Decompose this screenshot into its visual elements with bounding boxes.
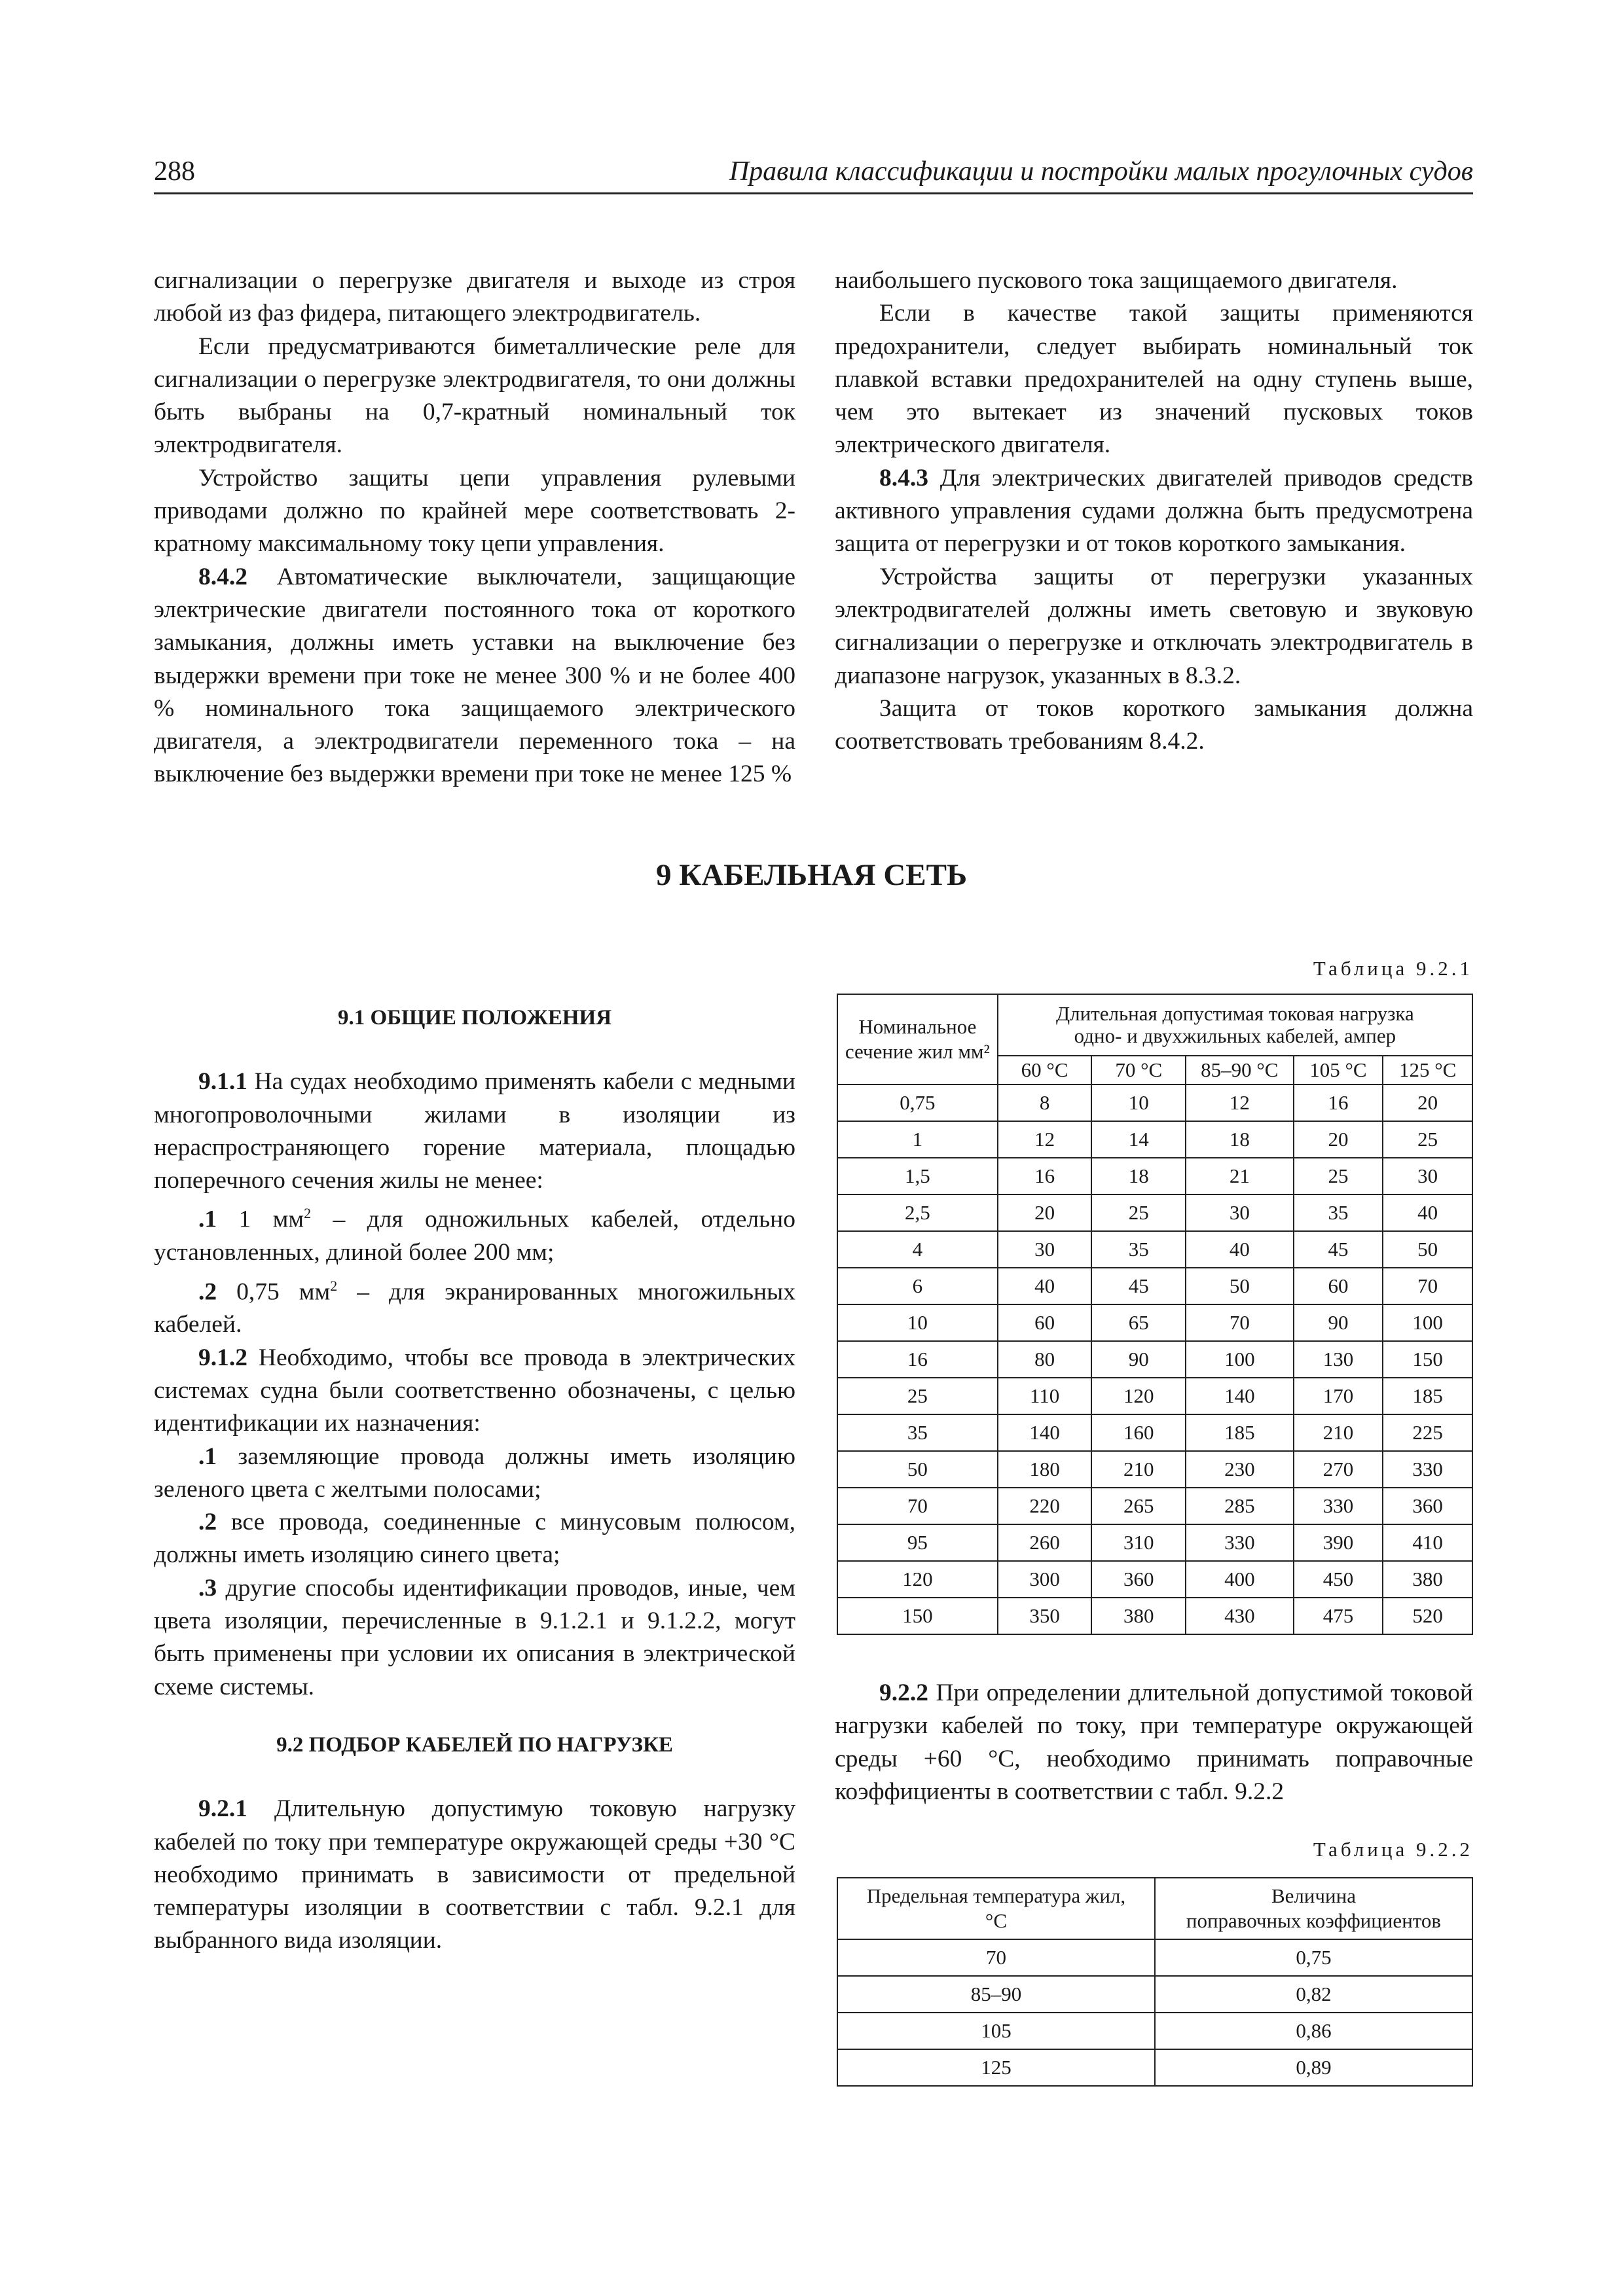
table-cell: 380 bbox=[1383, 1561, 1472, 1598]
table-cell: 265 bbox=[1091, 1488, 1186, 1524]
table-cell: 8 bbox=[998, 1085, 1092, 1121]
table-caption-9-2-1: Таблица 9.2.1 bbox=[1313, 957, 1473, 980]
table-row bbox=[837, 1304, 1472, 1341]
table-cell: 270 bbox=[1294, 1451, 1383, 1488]
section-title-9-1: 9.1 ОБЩИЕ ПОЛОЖЕНИЯ bbox=[337, 1006, 612, 1030]
table-cell: 65 bbox=[1091, 1304, 1186, 1341]
list-item: .2 все провода, соединенные с минусовым полюсом, должны иметь изоляцию синего цвета; bbox=[154, 1509, 795, 1569]
table-cell: 125 bbox=[837, 2049, 1155, 2086]
table-cell: 0,82 bbox=[1155, 1976, 1472, 2013]
table-cell: 100 bbox=[1186, 1341, 1294, 1378]
table-cell: 330 bbox=[1383, 1451, 1472, 1488]
table-cell: 130 bbox=[1294, 1341, 1383, 1378]
table-cell: 30 bbox=[1383, 1158, 1472, 1194]
table-cell: 170 bbox=[1294, 1378, 1383, 1414]
table-cell: 220 bbox=[998, 1488, 1092, 1524]
table-9-2-2 bbox=[837, 1877, 1473, 2087]
table-cell: 210 bbox=[1294, 1414, 1383, 1451]
paragraph: Если в качестве такой защиты применяются предохранители, следует выбирать номинальный ток плавкой вставки предохранителей на одну ступень выше, чем это вытекает из значений пусковых токов электрического двигателя. bbox=[835, 300, 1473, 459]
table-cell: 285 bbox=[1186, 1488, 1294, 1524]
table-cell: 520 bbox=[1383, 1598, 1472, 1634]
column-header-temp: 105 °С bbox=[1294, 1056, 1383, 1085]
table-cell: 0,75 bbox=[1155, 1939, 1472, 1976]
left-column-bottom bbox=[154, 1001, 795, 1958]
table-cell: 35 bbox=[1294, 1194, 1383, 1231]
paragraph-8-4-2: 8.4.2 Автоматические выключатели, защищающие электрические двигатели постоянного тока от короткого замыкания, должны иметь уставки на выключение без выдержки времени при токе не менее 300 % и не более 400 % номинального тока защищаемого электрического двигателя, а электродвигатели переменного тока – на выключение без выдержки времени при токе не менее 125 % bbox=[154, 563, 795, 788]
table-cell: 60 bbox=[1294, 1268, 1383, 1304]
table-cell: 410 bbox=[1383, 1524, 1472, 1561]
table-cell: 450 bbox=[1294, 1561, 1383, 1598]
paragraph: Устройство защиты цепи управления рулевыми приводами должно по крайней мере соответствовать 2-кратному максимальному току цепи управления. bbox=[154, 464, 795, 558]
table-cell: 25 bbox=[837, 1378, 998, 1414]
table-cell: 150 bbox=[837, 1598, 998, 1634]
table-cell: 185 bbox=[1186, 1414, 1294, 1451]
table-cell: 25 bbox=[1091, 1194, 1186, 1231]
table-cell: 0,89 bbox=[1155, 2049, 1472, 2086]
table-cell: 18 bbox=[1091, 1158, 1186, 1194]
table-cell: 25 bbox=[1383, 1121, 1472, 1158]
table-cell: 14 bbox=[1091, 1121, 1186, 1158]
table-cell: 35 bbox=[1091, 1231, 1186, 1268]
column-header-temp: 70 °С bbox=[1091, 1056, 1186, 1085]
table-cell: 400 bbox=[1186, 1561, 1294, 1598]
table-cell: 12 bbox=[998, 1121, 1092, 1158]
table-cell: 310 bbox=[1091, 1524, 1186, 1561]
table-cell: 50 bbox=[837, 1451, 998, 1488]
table-cell: 380 bbox=[1091, 1598, 1186, 1634]
table-row bbox=[837, 1524, 1472, 1561]
table-row bbox=[837, 1939, 1472, 1976]
table-cell: 0,75 bbox=[837, 1085, 998, 1121]
table-cell: 120 bbox=[1091, 1378, 1186, 1414]
table-cell: 70 bbox=[837, 1488, 998, 1524]
table-cell: 40 bbox=[1186, 1231, 1294, 1268]
table-cell: 230 bbox=[1186, 1451, 1294, 1488]
column-header-section: Номинальное сечение жил мм² bbox=[837, 994, 998, 1085]
table-cell: 85–90 bbox=[837, 1976, 1155, 2013]
page-number: 288 bbox=[154, 156, 195, 187]
table-cell: 16 bbox=[1294, 1085, 1383, 1121]
paragraph-9-2-1: 9.2.1 Длительную допустимую токовую нагрузку кабелей по току при температуре окружающей среды +30 °С необходимо принимать в зависимости от предельной температуры изоляции в соответствии с табл. 9.2.1 для выбранного вида изоляции. bbox=[154, 1795, 795, 1954]
page-header bbox=[154, 153, 1473, 194]
table-row bbox=[837, 2013, 1472, 2049]
table-cell: 225 bbox=[1383, 1414, 1472, 1451]
column-header-temp: 60 °С bbox=[998, 1056, 1092, 1085]
table-cell: 50 bbox=[1186, 1268, 1294, 1304]
table-cell: 185 bbox=[1383, 1378, 1472, 1414]
table-cell: 6 bbox=[837, 1268, 998, 1304]
table-cell: 70 bbox=[1186, 1304, 1294, 1341]
table-row bbox=[837, 2049, 1472, 2086]
table-9-2-1 bbox=[837, 994, 1473, 1635]
table-cell: 2,5 bbox=[837, 1194, 998, 1231]
paragraph-9-2-2: 9.2.2 При определении длительной допустимой токовой нагрузки кабелей по току, при температуре окружающей среды +60 °С, необходимо принимать поправочные коэффициенты в соответствии с табл. 9.2.2 bbox=[835, 1679, 1473, 1805]
table-cell: 16 bbox=[998, 1158, 1092, 1194]
column-group-header: Длительная допустимая токовая нагрузка одно- и двухжильных кабелей, ампер bbox=[998, 994, 1472, 1056]
table-cell: 330 bbox=[1294, 1488, 1383, 1524]
table-cell: 35 bbox=[837, 1414, 998, 1451]
table-cell: 21 bbox=[1186, 1158, 1294, 1194]
table-caption-9-2-2: Таблица 9.2.2 bbox=[1313, 1838, 1473, 1861]
table-row bbox=[837, 1378, 1472, 1414]
table-cell: 100 bbox=[1383, 1304, 1472, 1341]
table-cell: 90 bbox=[1091, 1341, 1186, 1378]
table-cell: 105 bbox=[837, 2013, 1155, 2049]
paragraph-8-4-3: 8.4.3 Для электрических двигателей приводов средств активного управления судами должна быть предусмотрена защита от перегрузки и от токов короткого замыкания. bbox=[835, 464, 1473, 558]
left-column-top bbox=[154, 264, 795, 791]
table-cell: 300 bbox=[998, 1561, 1092, 1598]
table-cell: 90 bbox=[1294, 1304, 1383, 1341]
table-cell: 30 bbox=[998, 1231, 1092, 1268]
table-cell: 260 bbox=[998, 1524, 1092, 1561]
paragraph: Устройства защиты от перегрузки указанных электродвигателей должны иметь световую и звуковую сигнализации о перегрузке и отключать электродвигатель в диапазоне нагрузок, указанных в 8.3.2. bbox=[835, 563, 1473, 689]
table-cell: 475 bbox=[1294, 1598, 1383, 1634]
table-cell: 50 bbox=[1383, 1231, 1472, 1268]
table-row bbox=[837, 1488, 1472, 1524]
table-cell: 390 bbox=[1294, 1524, 1383, 1561]
table-cell: 360 bbox=[1383, 1488, 1472, 1524]
column-header-temp: 85–90 °С bbox=[1186, 1056, 1294, 1085]
table-row bbox=[837, 1341, 1472, 1378]
table-cell: 80 bbox=[998, 1341, 1092, 1378]
table-cell: 70 bbox=[1383, 1268, 1472, 1304]
table-cell: 95 bbox=[837, 1524, 998, 1561]
list-item: .3 другие способы идентификации проводов, иные, чем цвета изоляции, перечисленные в 9.1.2.1 и 9.1.2.2, могут быть применены при условии их описания в электрической схеме системы. bbox=[154, 1574, 795, 1700]
table-cell: 10 bbox=[1091, 1085, 1186, 1121]
table-cell: 110 bbox=[998, 1378, 1092, 1414]
column-header-temperature: Предельная температура жил, °С bbox=[837, 1878, 1155, 1939]
list-item: .1 1 $мм^2$ – для одножильных кабелей, отдельно установленных, длиной более 200 мм; bbox=[154, 1205, 795, 1266]
table-cell: 160 bbox=[1091, 1414, 1186, 1451]
table-cell: 210 bbox=[1091, 1451, 1186, 1488]
table-row bbox=[837, 1158, 1472, 1194]
table-cell: 16 bbox=[837, 1341, 998, 1378]
table-cell: 40 bbox=[998, 1268, 1092, 1304]
paragraph: Защита от токов короткого замыкания должна соответствовать требованиям 8.4.2. bbox=[835, 694, 1473, 755]
table-cell: 60 bbox=[998, 1304, 1092, 1341]
table-row bbox=[837, 1268, 1472, 1304]
table-cell: 40 bbox=[1383, 1194, 1472, 1231]
column-header-coefficient: Величина поправочных коэффициентов bbox=[1155, 1878, 1472, 1939]
table-cell: 12 bbox=[1186, 1085, 1294, 1121]
table-cell: 70 bbox=[837, 1939, 1155, 1976]
table-cell: 4 bbox=[837, 1231, 998, 1268]
list-item: .2 0,75 $мм^2$ – для экранированных многожильных кабелей. bbox=[154, 1277, 795, 1338]
paragraph-9-1-2: 9.1.2 Необходимо, чтобы все провода в электрических системах судна были соответственно обозначены, с целью идентификации их назначения: bbox=[154, 1344, 795, 1437]
right-column-top bbox=[835, 264, 1473, 758]
table-row bbox=[837, 1598, 1472, 1634]
table-cell: 1 bbox=[837, 1121, 998, 1158]
table-cell: 140 bbox=[998, 1414, 1092, 1451]
right-column-bottom bbox=[835, 1677, 1473, 1808]
table-row bbox=[837, 1451, 1472, 1488]
table-cell: 20 bbox=[1294, 1121, 1383, 1158]
section-title-9-2: 9.2 ПОДБОР КАБЕЛЕЙ ПО НАГРУЗКЕ bbox=[276, 1732, 673, 1757]
running-title: Правила классификации и постройки малых прогулочных судов bbox=[729, 156, 1473, 187]
table-cell: 180 bbox=[998, 1451, 1092, 1488]
chapter-title: 9 КАБЕЛЬНАЯ СЕТЬ bbox=[655, 858, 968, 892]
table-cell: 30 bbox=[1186, 1194, 1294, 1231]
paragraph-9-1-1: 9.1.1 На судах необходимо применять кабели с медными многопроволочными жилами в изоляции из нераспространяющего горение материала, площадью поперечного сечения жилы не менее: bbox=[154, 1068, 795, 1194]
table-cell: 20 bbox=[1383, 1085, 1472, 1121]
table-cell: 120 bbox=[837, 1561, 998, 1598]
table-cell: 25 bbox=[1294, 1158, 1383, 1194]
paragraph: сигнализации о перегрузке двигателя и выходе из строя любой из фаз фидера, питающего электродвигатель. bbox=[154, 267, 795, 327]
table-cell: 1,5 bbox=[837, 1158, 998, 1194]
paragraph: Если предусматриваются биметаллические реле для сигнализации о перегрузке электродвигателя, то они должны быть выбраны на 0,7-кратный номинальный ток электродвигателя. bbox=[154, 332, 795, 459]
table-cell: 430 bbox=[1186, 1598, 1294, 1634]
table-row bbox=[837, 1085, 1472, 1121]
table-cell: 330 bbox=[1186, 1524, 1294, 1561]
table-row bbox=[837, 1231, 1472, 1268]
table-row bbox=[837, 1561, 1472, 1598]
table-cell: 140 bbox=[1186, 1378, 1294, 1414]
table-cell: 360 bbox=[1091, 1561, 1186, 1598]
table-cell: 10 bbox=[837, 1304, 998, 1341]
table-row bbox=[837, 1194, 1472, 1231]
table-cell: 350 bbox=[998, 1598, 1092, 1634]
table-cell: 18 bbox=[1186, 1121, 1294, 1158]
table-cell: 150 bbox=[1383, 1341, 1472, 1378]
paragraph: наибольшего пускового тока защищаемого двигателя. bbox=[835, 267, 1398, 294]
list-item: .1 заземляющие провода должны иметь изоляцию зеленого цвета с желтыми полосами; bbox=[154, 1443, 795, 1503]
column-header-temp: 125 °С bbox=[1383, 1056, 1472, 1085]
table-cell: 20 bbox=[998, 1194, 1092, 1231]
table-cell: 45 bbox=[1294, 1231, 1383, 1268]
table-row bbox=[837, 1121, 1472, 1158]
table-row bbox=[837, 1976, 1472, 2013]
table-row bbox=[837, 1414, 1472, 1451]
table-cell: 45 bbox=[1091, 1268, 1186, 1304]
table-cell: 0,86 bbox=[1155, 2013, 1472, 2049]
